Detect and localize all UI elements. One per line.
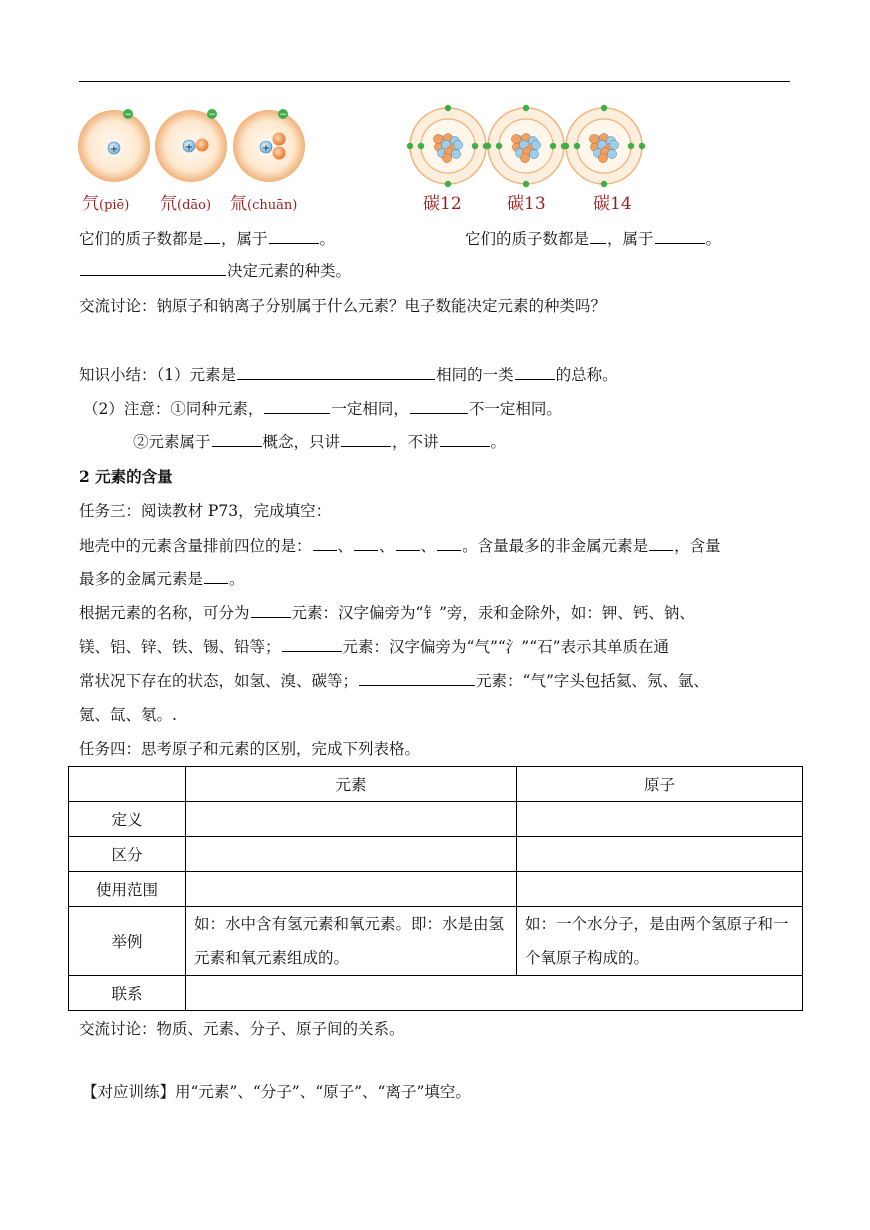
blank[interactable] [359, 670, 475, 686]
summary-note-2: ②元素属于 概念，只讲 ，不讲 。 [133, 433, 507, 451]
crust-metal: 最多的金属元素是 。 [79, 570, 245, 588]
label-protium: 氕(piē) [82, 194, 130, 214]
training-heading: 【对应训练】用“元素”、“分子”、“原子”、“离子”填空。 [82, 1083, 471, 1101]
neutron [511, 134, 520, 143]
table-header-cell: 元素 [186, 767, 517, 802]
blank[interactable] [212, 431, 262, 447]
blank[interactable] [264, 398, 330, 414]
blank[interactable] [590, 228, 606, 244]
discussion-relations: 交流讨论：物质、元素、分子、原子间的关系。 [79, 1020, 405, 1038]
proton [453, 140, 462, 149]
electron [574, 143, 580, 149]
row-label: 使用范围 [69, 872, 186, 907]
classification-line-3: 常状况下存在的状态，如氢、溴、碳等； 元素：“气”字头包括氦、氖、氩、 [79, 672, 709, 690]
blank[interactable] [655, 228, 705, 244]
header-rule [79, 81, 790, 82]
electron [523, 105, 529, 111]
hydrogen-isotopes-figure [76, 108, 312, 188]
row-label: 联系 [69, 976, 186, 1011]
table-cell[interactable] [186, 802, 517, 837]
blank[interactable] [440, 431, 490, 447]
neutron [598, 153, 607, 162]
discussion-sodium: 交流讨论：钠原子和钠离子分别属于什么元素？电子数能决定元素的种类吗？ [79, 297, 607, 315]
table-row [69, 907, 803, 976]
label-carbon-12: 碳12 [423, 194, 462, 214]
proton-symbol: + [109, 144, 119, 155]
blank[interactable] [237, 364, 435, 380]
classification-line-2: 镁、铝、锌、铁、锡、铅等； 元素：汉字偏旁为“气”“氵”“石”表示其单质在通 [79, 638, 670, 656]
table-header-cell [69, 767, 186, 802]
proton-symbol: + [184, 142, 194, 153]
question-hydrogen: 它们的质子数都是 ，属于 。 [79, 230, 336, 248]
label-carbon-14: 碳14 [593, 194, 632, 214]
table-cell[interactable] [186, 837, 517, 872]
blank[interactable] [354, 535, 378, 551]
table-cell[interactable]: 如：一个水分子，是由两个氢原子和一个氧原子构成的。 [517, 907, 803, 976]
proton [531, 140, 540, 149]
proton [609, 140, 618, 149]
blank[interactable] [282, 636, 342, 652]
blank[interactable] [80, 260, 226, 276]
blank[interactable] [649, 535, 673, 551]
carbon-13-atom [485, 105, 567, 187]
electron [496, 143, 502, 149]
proton [607, 149, 616, 158]
task-four: 任务四：思考原子和元素的区别，完成下列表格。 [79, 740, 421, 758]
blank[interactable] [313, 535, 337, 551]
neutron [442, 153, 451, 162]
crust-elements: 地壳中的元素含量排前四位的是： 、 、 、 。含量最多的非金属元素是 ，含量 [79, 537, 721, 555]
blank[interactable] [204, 568, 228, 584]
blank[interactable] [269, 228, 319, 244]
table-row [69, 976, 803, 1011]
blank[interactable] [410, 398, 468, 414]
neutron [589, 134, 598, 143]
electron [485, 143, 491, 149]
table-cell[interactable] [517, 837, 803, 872]
electron [628, 143, 634, 149]
label-carbon-13: 碳13 [507, 194, 546, 214]
electron [601, 105, 607, 111]
table-cell[interactable] [186, 872, 517, 907]
electron-symbol: − [208, 110, 216, 120]
proton [529, 149, 538, 158]
table-cell[interactable] [517, 802, 803, 837]
row-label: 举例 [69, 907, 186, 976]
electron [550, 143, 556, 149]
section-heading: 2 元素的含量 [79, 467, 173, 486]
carbon-14-atom [563, 105, 645, 187]
table-header-row [69, 767, 803, 802]
table-cell[interactable]: 如：水中含有氢元素和氧元素。即：水是由氢元素和氧元素组成的。 [186, 907, 517, 976]
deuterium-atom [155, 109, 227, 182]
classification-line-1: 根据元素的名称，可分为 元素：汉字偏旁为“钅”旁，汞和金除外，如：钾、钙、钠、 [79, 604, 695, 622]
blank[interactable] [437, 535, 461, 551]
table-cell[interactable] [517, 872, 803, 907]
blank[interactable] [251, 602, 291, 618]
electron [639, 143, 645, 149]
blank[interactable] [396, 535, 420, 551]
label-tritium: 氚(chuān) [230, 194, 298, 214]
electron [445, 181, 451, 187]
electron [418, 143, 424, 149]
table-row [69, 837, 803, 872]
summary-definition: 知识小结：（1）元素是 相同的一类 的总称。 [79, 366, 618, 384]
electron [445, 105, 451, 111]
electron [472, 143, 478, 149]
electron-symbol: − [124, 110, 132, 120]
blank[interactable] [515, 364, 555, 380]
proton-symbol: + [261, 143, 271, 154]
electron-symbol: − [279, 110, 287, 120]
question-determines: 决定元素的种类。 [79, 260, 351, 282]
element-atom-table [68, 766, 803, 1011]
tritium-atom [233, 109, 305, 182]
table-row [69, 802, 803, 837]
electron [601, 181, 607, 187]
summary-note-1: （2）注意：①同种元素， 一定相同， 不一定相同。 [83, 400, 562, 418]
table-row [69, 872, 803, 907]
label-deuterium: 氘(dāo) [160, 194, 212, 214]
carbon-12-atom [407, 105, 489, 187]
blank[interactable] [204, 228, 220, 244]
protium-atom [78, 109, 150, 182]
task-three: 任务三：阅读教材 P73，完成填空： [79, 502, 332, 520]
row-label: 区分 [69, 837, 186, 872]
row-label: 定义 [69, 802, 186, 837]
table-header-cell: 原子 [517, 767, 803, 802]
blank[interactable] [341, 431, 391, 447]
neutron [520, 153, 529, 162]
neutron [433, 134, 442, 143]
carbon-isotopes-figure [402, 104, 658, 188]
proton [451, 149, 460, 158]
electron [407, 143, 413, 149]
question-carbon: 它们的质子数都是 ，属于 。 [465, 230, 722, 248]
electron [563, 143, 569, 149]
classification-line-4: 氪、氙、氡。. [79, 706, 177, 724]
table-cell[interactable] [186, 976, 803, 1011]
electron [523, 181, 529, 187]
